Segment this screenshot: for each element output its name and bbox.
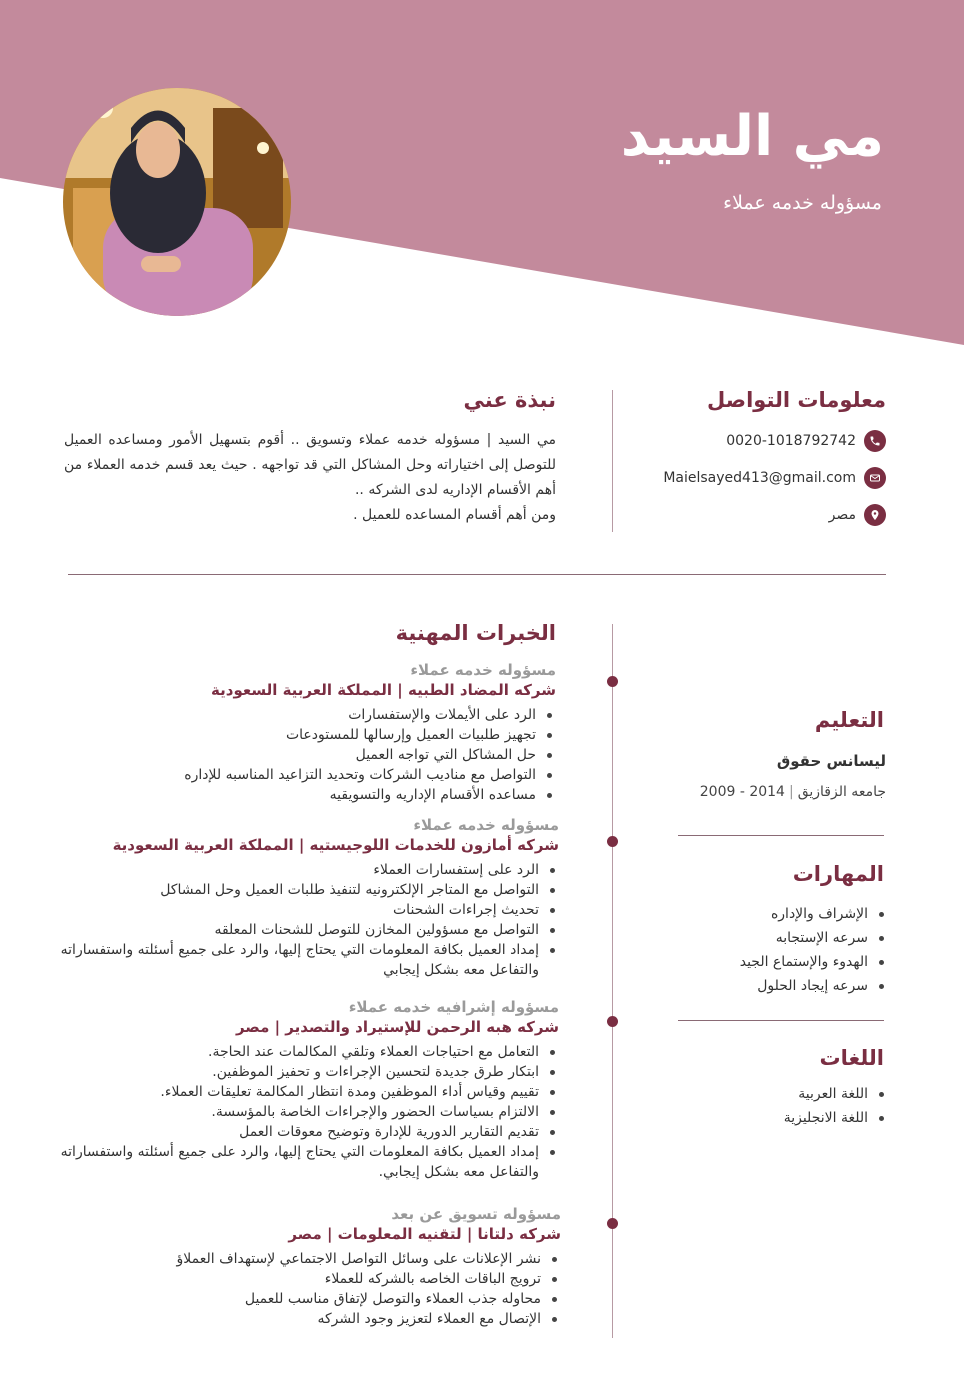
job-company: شركه دلتانا | لتقنيه المعلومات | مصر (288, 1225, 561, 1243)
languages-list (784, 1082, 886, 1130)
duty-item: التواصل مع مناديب الشركات وتحديد التزاعيد المناسبه للإداره (56, 765, 556, 785)
duty-item: الإتصال مع العملاء لتعزيز وجود الشركه (61, 1309, 561, 1329)
about-paragraph: مي السيد | مسؤوله خدمه عملاء وتسويق .. أقوم بتسهيل الأمور ومساعده العميل للتوصل إلى اختياراته وحل المشاكل التي قد تواجهه . حيث يعد قسم خدمه العملاء من أهم الأقسام الإداريه لدى الشركه .. (64, 432, 556, 498)
contact-location-row (829, 504, 886, 526)
profile-photo (63, 88, 291, 316)
contact-heading: معلومات التواصل (707, 388, 886, 412)
section-separator (68, 574, 886, 575)
duty-item: محاوله جذب العملاء والتوصل لإتفاق مناسب للعميل (61, 1289, 561, 1309)
job-duties (39, 1042, 559, 1182)
education-years: 2009 - 2014 (699, 784, 785, 800)
timeline-line (612, 624, 613, 1338)
contact-about-divider (612, 390, 613, 532)
job-role: مسؤوله إشرافيه خدمه عملاء (348, 998, 559, 1016)
skill-item: الهدوء والإستماع الجيد (740, 950, 886, 974)
duty-item: ابتكار طرق جديدة لتحسين الإجراءات و تحفيز الموظفين. (39, 1062, 559, 1082)
duty-item: نشر الإعلانات على وسائل التواصل الاجتماعي لإستهداف العملاؤ (61, 1249, 561, 1269)
education-details: جامعه الزقازيق|2009 - 2014 (699, 784, 886, 800)
duty-item: حل المشاكل التي تواجه العميل (56, 745, 556, 765)
duty-item: تجهيز طلبيات العميل وإرسالها للمستودعات (56, 725, 556, 745)
duty-item: إمداد العميل بكافة المعلومات التي يحتاج إليها، والرد على جميع أسئلته واستفساراته والتفاعل معه بشكل إيجابي (39, 940, 559, 980)
job-role: مسؤوله تسويق عن بعد (391, 1205, 561, 1223)
job-entry (39, 998, 559, 1182)
duty-item: الرد على إستفسارات العملاء (39, 860, 559, 880)
duty-item: التواصل مع المتاجر الإلكترونيه لتنفيذ طلبات العميل وحل المشاكل (39, 880, 559, 900)
duty-item: إمداد العميل بكافة المعلومات التي يحتاج إليها، والرد على جميع أسئلته واستفساراته والتفاعل معه بشكل إيجابي. (39, 1142, 559, 1182)
education-university: جامعه الزقازيق (797, 784, 886, 800)
skills-heading: المهارات (792, 862, 884, 886)
sidebar-separator (678, 835, 884, 836)
duty-item: الالتزام بسياسات الحضور والإجراءات الخاصة بالمؤسسة. (39, 1102, 559, 1122)
language-item: اللغة الانجليزية (784, 1106, 886, 1130)
sidebar-separator (678, 1020, 884, 1021)
language-item: اللغة العربية (784, 1082, 886, 1106)
skill-item: سرعه إيجاد الحلول (740, 974, 886, 998)
timeline-dot (607, 836, 618, 847)
candidate-job-title: مسؤوله خدمه عملاء (723, 192, 882, 214)
experience-heading: الخبرات المهنية (395, 621, 556, 645)
job-duties (61, 1249, 561, 1329)
job-entry (61, 1205, 561, 1329)
about-text (64, 428, 556, 528)
job-entry (39, 816, 559, 980)
duty-item: تقديم التقارير الدورية للإدارة وتوضيح معوقات العمل (39, 1122, 559, 1142)
skills-list (740, 902, 886, 998)
candidate-name: مي السيد (620, 104, 884, 169)
contact-email-row (663, 467, 886, 489)
contact-phone-row (726, 430, 886, 452)
education-degree: ليسانس حقوق (776, 752, 886, 770)
location-icon (864, 504, 886, 526)
contact-email[interactable]: Maielsayed413@gmail.com (663, 470, 856, 486)
skill-item: الإشراف والإداره (740, 902, 886, 926)
skill-item: سرعه الإستجابه (740, 926, 886, 950)
job-company: شركه المضاد الطبيه | المملكة العربية السعودية (211, 681, 556, 699)
languages-heading: اللغات (819, 1046, 884, 1070)
duty-item: الرد على الأيملات والإستفسارات (56, 705, 556, 725)
about-paragraph: ومن أهم أقسام المساعده للعميل . (353, 507, 556, 523)
about-heading: نبذة عني (463, 388, 556, 412)
duty-item: تقييم وقياس أداء الموظفين ومدة انتظار المكالمة تعليقات العملاء. (39, 1082, 559, 1102)
job-role: مسؤوله خدمه عملاء (413, 816, 559, 834)
email-icon (864, 467, 886, 489)
timeline-dot (607, 1218, 618, 1229)
duty-item: مساعده الأقسام الإداريه والتسويقيه (56, 785, 556, 805)
duty-item: تحديث إجراءات الشحنات (39, 900, 559, 920)
timeline-dot (607, 1016, 618, 1027)
job-company: شركه أمازون للخدمات اللوجيستيه | المملكة العربية السعودية (112, 836, 559, 854)
duty-item: التواصل مع مسؤولين المخازن للتوصل للشحنات المعلقه (39, 920, 559, 940)
job-duties (56, 705, 556, 805)
job-entry (56, 661, 556, 805)
education-heading: التعليم (814, 708, 884, 732)
job-role: مسؤوله خدمه عملاء (410, 661, 556, 679)
job-company: شركه هبه الرحمن للإستيراد والتصدير | مصر (235, 1018, 559, 1036)
phone-icon (864, 430, 886, 452)
timeline-dot (607, 676, 618, 687)
duty-item: ترويج الباقات الخاصه بالشركه للعملاء (61, 1269, 561, 1289)
duty-item: التعامل مع احتياجات العملاء وتلقي المكالمات عند الحاجة. (39, 1042, 559, 1062)
contact-location: مصر (828, 507, 856, 523)
contact-phone[interactable]: 0020-1018792742 (726, 433, 856, 449)
job-duties (39, 860, 559, 980)
